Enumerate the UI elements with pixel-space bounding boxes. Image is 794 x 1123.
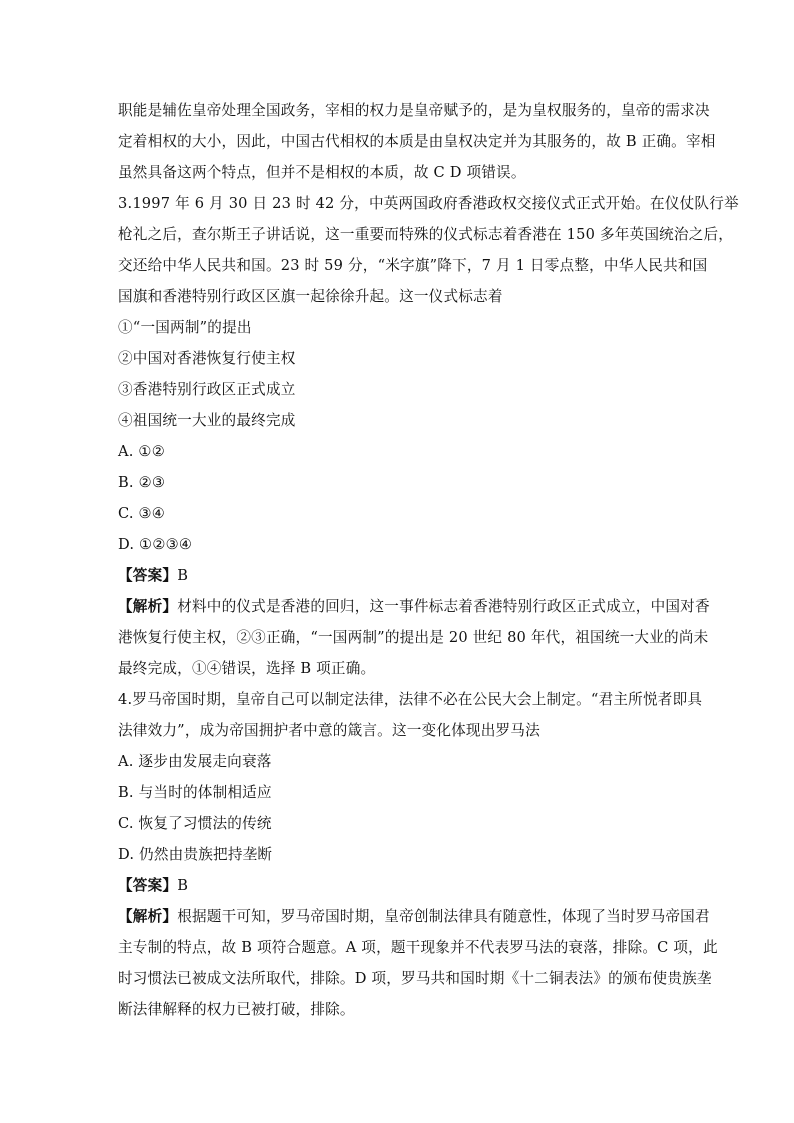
analysis-text: 根据题干可知，罗马帝国时期，皇帝创制法律具有随意性，体现了当时罗马帝国君 <box>177 908 710 925</box>
analysis-line: 时习惯法已被成文法所取代，排除。D 项，罗马共和国时期《十二铜表法》的颁布使贵族垄 <box>118 970 712 987</box>
question-3 <box>118 188 739 684</box>
document-page <box>118 95 739 1025</box>
option-item: D. 仍然由贵族把持垄断 <box>118 846 273 863</box>
answer-value: B <box>177 567 189 584</box>
analysis-text: 材料中的仪式是香港的回归，这一事件标志着香港特别行政区正式成立，中国对香 <box>177 598 710 615</box>
option-item: C. ③④ <box>118 505 166 522</box>
option-item: C. 恢复了习惯法的传统 <box>118 815 272 832</box>
option-item: B. ②③ <box>118 474 166 491</box>
question-4 <box>118 684 718 1025</box>
answer-line <box>118 870 678 901</box>
option-item: D. ①②③④ <box>118 536 193 553</box>
statement-item: ②中国对香港恢复行使主权 <box>118 350 296 367</box>
intro-line: 定着相权的大小，因此，中国古代相权的本质是由皇权决定并为其服务的，故 B 正确。宰相 <box>118 133 716 150</box>
analysis-line: 主专制的特点，故 B 项符合题意。A 项，题干现象并不代表罗马法的衰落，排除。C 项，此 <box>118 939 718 956</box>
intro-line: 虽然具备这两个特点，但并不是相权的本质，故 C D 项错误。 <box>118 164 526 181</box>
option-item: A. ①② <box>118 443 165 460</box>
question-stem-line: 4.罗马帝国时期，皇帝自己可以制定法律，法律不必在公民大会上制定。“君主所悦者即具 <box>118 691 703 708</box>
option-item: B. 与当时的体制相适应 <box>118 784 272 801</box>
analysis-line <box>118 591 710 622</box>
analysis-line: 最终完成，①④错误，选择 B 项正确。 <box>118 660 376 677</box>
question-stem-line: 枪礼之后，查尔斯王子讲话说，这一重要而特殊的仪式标志着香港在 150 多年英国统治之后， <box>118 226 734 243</box>
intro-paragraph <box>118 95 716 188</box>
intro-line: 职能是辅佐皇帝处理全国政务，宰相的权力是皇帝赋予的，是为皇权服务的，皇帝的需求决 <box>118 102 710 119</box>
statement-item: ①“一国两制”的提出 <box>118 319 252 336</box>
answer-tag: 【答案】 <box>118 877 178 894</box>
statement-item: ④祖国统一大业的最终完成 <box>118 412 296 429</box>
question-stem-line: 3.1997 年 6 月 30 日 23 时 42 分，中英两国政府香港政权交接仪式正式开始。在仪仗队行举 <box>118 195 739 212</box>
statement-item: ③香港特别行政区正式成立 <box>118 381 296 398</box>
option-item: A. 逐步由发展走向衰落 <box>118 753 272 770</box>
analysis-line <box>118 901 710 932</box>
analysis-tag: 【解析】 <box>118 598 178 615</box>
answer-tag: 【答案】 <box>118 567 178 584</box>
question-stem-line: 法律效力”，成为帝国拥护者中意的箴言。这一变化体现出罗马法 <box>118 722 540 739</box>
question-stem-line: 国旗和香港特别行政区区旗一起徐徐升起。这一仪式标志着 <box>118 288 503 305</box>
answer-value: B <box>177 877 189 894</box>
analysis-line: 断法律解释的权力已被打破，排除。 <box>118 1001 355 1018</box>
question-stem-line: 交还给中华人民共和国。23 时 59 分，“米字旗”降下，7 月 1 日零点整，中华人民共和国 <box>118 257 708 274</box>
analysis-line: 港恢复行使主权，②③正确，“一国两制”的提出是 20 世纪 80 年代，祖国统一大业的尚未 <box>118 629 709 646</box>
answer-line <box>118 560 678 591</box>
analysis-tag: 【解析】 <box>118 908 178 925</box>
